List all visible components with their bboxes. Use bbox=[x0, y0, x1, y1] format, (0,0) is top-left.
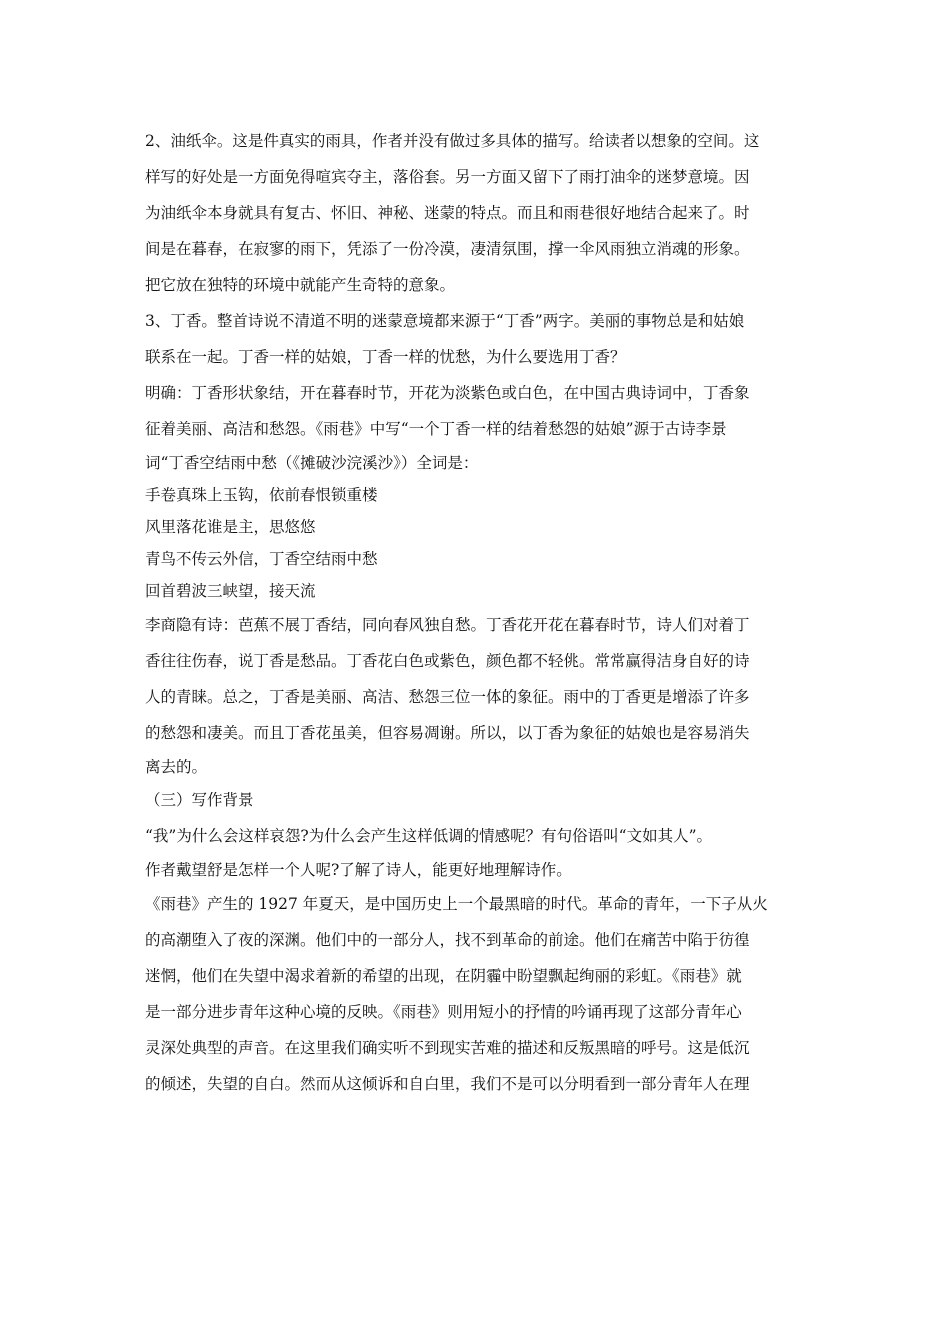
paragraph-line: 作者戴望舒是怎样一个人呢?了解了诗人，能更好地理解诗作。 bbox=[145, 861, 572, 879]
paragraph-line: 的愁怨和凄美。而且丁香花虽美，但容易凋谢。所以，以丁香为象征的姑娘也是容易消失 bbox=[145, 724, 750, 742]
paragraph-line: 为油纸伞本身就具有复古、怀旧、神秘、迷蒙的特点。而且和雨巷很好地结合起来了。时 bbox=[145, 204, 750, 222]
paragraph-line: 样写的好处是一方面免得喧宾夺主，落俗套。另一方面又留下了雨打油伞的迷梦意境。因 bbox=[145, 168, 750, 186]
paragraph-line: 是一部分进步青年这种心境的反映。《雨巷》则用短小的抒情的吟诵再现了这部分青年心 bbox=[145, 1003, 742, 1021]
paragraph-line: 离去的。 bbox=[145, 758, 208, 776]
document-body bbox=[145, 123, 813, 1102]
paragraph-line: 的高潮堕入了夜的深渊。他们中的一部分人，找不到革命的前途。他们在痛苦中陷于彷徨 bbox=[145, 931, 750, 949]
poem-line: 青鸟不传云外信，丁香空结雨中愁 bbox=[145, 550, 378, 568]
paragraph-line: 征着美丽、高洁和愁怨。《雨巷》中写“一个丁香一样的结着愁怨的姑娘”源于古诗李景 bbox=[145, 420, 727, 438]
paragraph-line: 迷惘，他们在失望中渴求着新的希望的出现，在阴霾中盼望飘起绚丽的彩虹。《雨巷》就 bbox=[145, 967, 742, 985]
paragraph-line: 的倾述，失望的自白。然而从这倾诉和自白里，我们不是可以分明看到一部分青年人在理 bbox=[145, 1075, 750, 1093]
paragraph-line: 灵深处典型的声音。在这里我们确实听不到现实苦难的描述和反叛黑暗的呼号。这是低沉 bbox=[145, 1039, 750, 1057]
paragraph-line: 间是在暮春，在寂寥的雨下，凭添了一份冷漠，凄清氛围，撑一伞风雨独立消魂的形象。 bbox=[145, 240, 750, 258]
poem-line: 回首碧波三峡望，接天流 bbox=[145, 582, 316, 600]
paragraph-line: 香往往伤春，说丁香是愁品。丁香花白色或紫色，颜色都不轻佻。常常赢得洁身自好的诗 bbox=[145, 652, 750, 670]
paragraph-line: 3、丁香。整首诗说不清道不明的迷蒙意境都来源于“丁香”两字。美丽的事物总是和姑娘 bbox=[145, 312, 745, 330]
paragraph-line: 李商隐有诗：芭蕉不展丁香结，同向春风独自愁。丁香花开花在暮春时节，诗人们对着丁 bbox=[145, 616, 750, 634]
poem-line: 手卷真珠上玉钩，依前春恨锁重楼 bbox=[145, 486, 378, 504]
section-heading: （三）写作背景 bbox=[145, 791, 254, 809]
paragraph-line: 人的青睐。总之，丁香是美丽、高洁、愁怨三位一体的象征。雨中的丁香更是增添了许多 bbox=[145, 688, 750, 706]
paragraph-line: “我”为什么会这样哀怨?为什么会产生这样低调的情感呢？有句俗语叫“文如其人”。 bbox=[145, 827, 713, 845]
poem-line: 风里落花谁是主，思悠悠 bbox=[145, 518, 316, 536]
paragraph-line: 2、油纸伞。这是件真实的雨具，作者并没有做过多具体的描写。给读者以想象的空间。这 bbox=[145, 132, 760, 150]
paragraph-line: 明确：丁香形状象结，开在暮春时节，开花为淡紫色或白色，在中国古典诗词中，丁香象 bbox=[145, 384, 750, 402]
paragraph-line: 联系在一起。丁香一样的姑娘，丁香一样的忧愁，为什么要选用丁香？ bbox=[145, 348, 626, 366]
paragraph-line: 词“丁香空结雨中愁（《摊破沙浣溪沙》）全词是： bbox=[145, 454, 479, 472]
paragraph-line: 《雨巷》产生的 1927 年夏天，是中国历史上一个最黑暗的时代。革命的青年，一下子从火 bbox=[145, 895, 768, 913]
paragraph-line: 把它放在独特的环境中就能产生奇特的意象。 bbox=[145, 276, 456, 294]
